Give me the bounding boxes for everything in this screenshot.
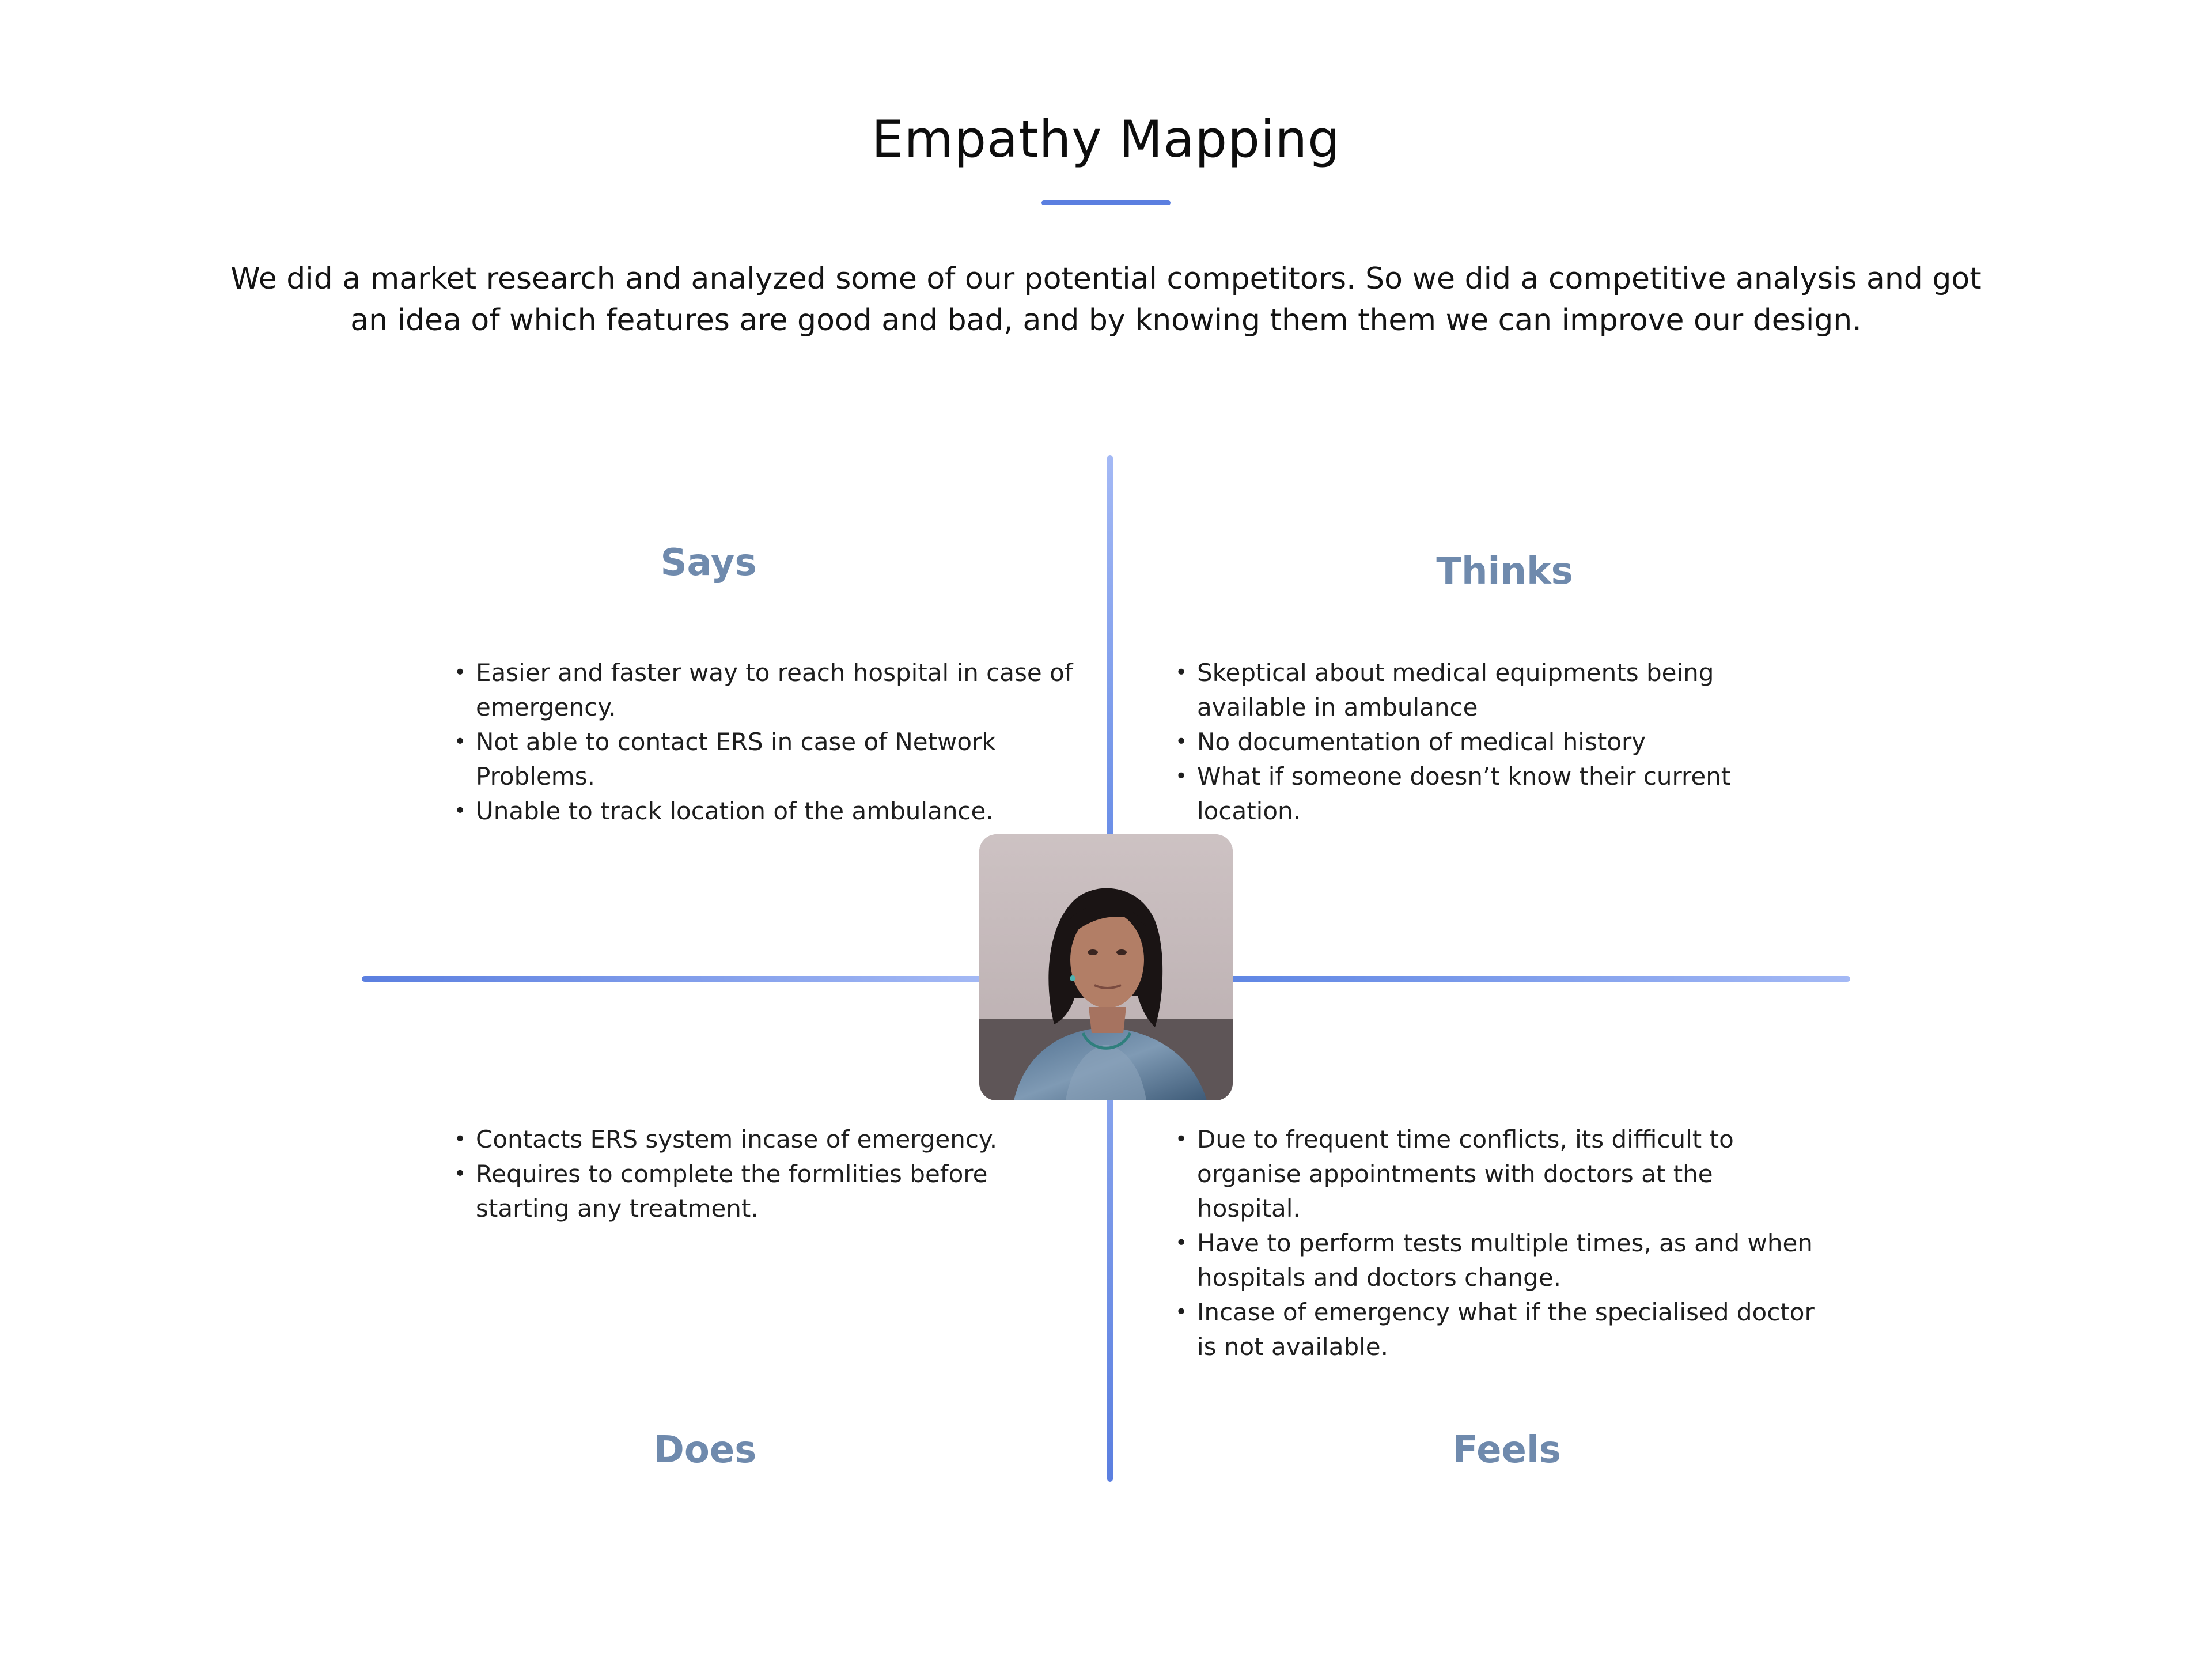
list-item: • Incase of emergency what if the specialised doctor is not available. (1175, 1295, 1820, 1364)
list-item: • Unable to track location of the ambulance. (454, 794, 1082, 828)
list-item: • Easier and faster way to reach hospital in case of emergency. (454, 656, 1082, 725)
thinks-list (1175, 656, 1751, 828)
list-item: • Skeptical about medical equipments being available in ambulance (1175, 656, 1751, 725)
list-item: • Have to perform tests multiple times, as and when hospitals and doctors change. (1175, 1226, 1820, 1295)
quadrant-says-title: Says (660, 542, 757, 584)
says-list (454, 656, 1082, 828)
title-underline (1041, 200, 1171, 205)
list-item: • What if someone doesn’t know their current location. (1175, 759, 1751, 828)
quadrant-feels-title: Feels (1453, 1429, 1561, 1471)
persona-photo (979, 834, 1233, 1100)
quadrant-thinks-title: Thinks (1436, 550, 1573, 593)
does-list (454, 1122, 1036, 1226)
list-item: • Due to frequent time conflicts, its difficult to organise appointments with doctors at the hospital. (1175, 1122, 1820, 1226)
intro-paragraph: We did a market research and analyzed some of our potential competitors. So we did a competitive analysis and got an idea of which features are good and bad, and by knowing them them we can improve our design. (230, 262, 1982, 338)
list-item: • Not able to contact ERS in case of Network Problems. (454, 725, 1082, 794)
persona-portrait-illustration (979, 834, 1233, 1100)
page-title: Empathy Mapping (871, 109, 1341, 169)
list-item: • Contacts ERS system incase of emergency. (454, 1122, 1036, 1157)
quadrant-does-title: Does (653, 1429, 757, 1471)
feels-list (1175, 1122, 1820, 1364)
list-item: • No documentation of medical history (1175, 725, 1751, 759)
list-item: • Requires to complete the formlities before starting any treatment. (454, 1157, 1036, 1226)
